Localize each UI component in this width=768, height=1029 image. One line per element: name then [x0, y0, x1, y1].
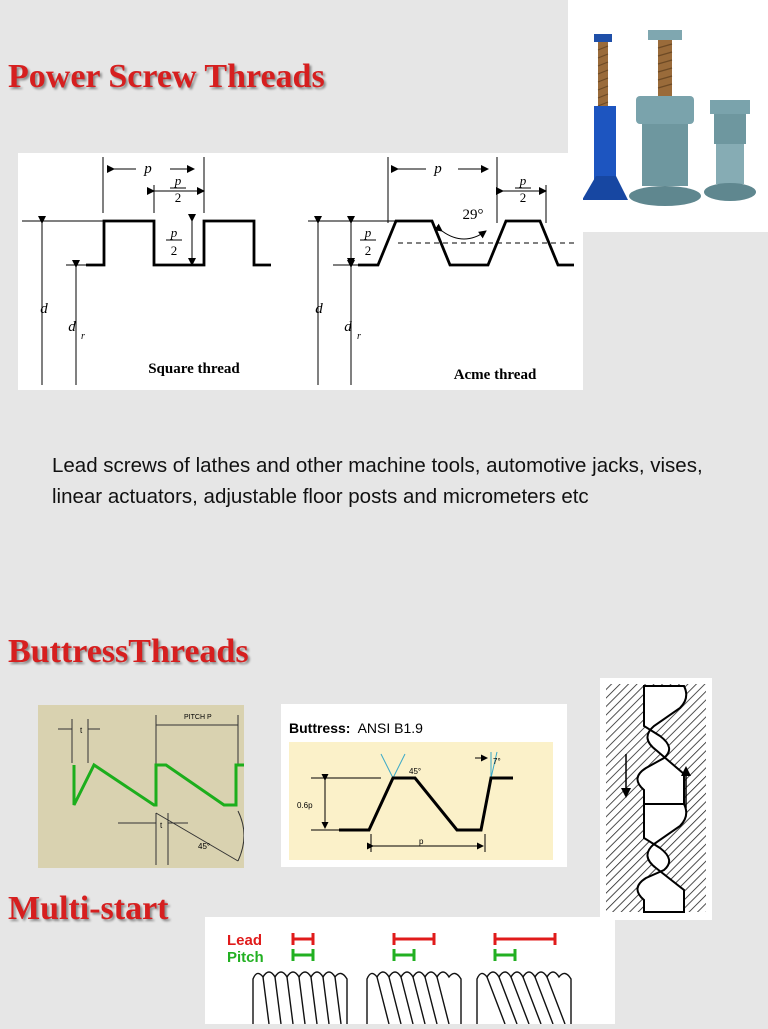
square-thread-caption: Square thread: [148, 361, 240, 377]
heading-power-screw-threads: Power Screw Threads: [8, 58, 325, 95]
square-depth-numerator: p: [170, 225, 178, 240]
multi-start-diagram: [205, 917, 615, 1024]
buttress-ansi-angle-7: 7°: [493, 757, 501, 766]
svg-text:Buttress: ANSI B1.9: [289, 720, 423, 736]
buttress-ansi-height: 0.6p: [297, 801, 313, 810]
buttress-sketch-t-top: t: [80, 726, 83, 735]
buttress-sketch-t-bottom: t: [160, 821, 163, 830]
acme-thread-caption: Acme thread: [453, 367, 537, 383]
lead-label: Lead: [227, 932, 263, 949]
applications-description: Lead screws of lathes and other machine tools, automotive jacks, vises, linear actuators, adjustable floor posts and micrometers etc: [52, 454, 703, 508]
acme-major-diameter: d: [315, 301, 323, 317]
buttress-ansi-diagram: [281, 704, 567, 867]
square-major-diameter: d: [40, 301, 48, 317]
acme-depth-denominator: 2: [364, 243, 372, 258]
acme-half-pitch-numerator: p: [519, 173, 527, 188]
acme-root-diameter: d: [344, 319, 352, 335]
acme-angle-label: 29°: [462, 207, 484, 223]
buttress-ansi-header-bold: Buttress:: [289, 720, 351, 736]
buttress-sketch-angle: 45°: [198, 842, 211, 851]
buttress-sketch: [38, 705, 244, 868]
screw-jacks-photo: [568, 0, 768, 232]
square-root-diameter: d: [68, 319, 76, 335]
square-root-subscript: r: [81, 331, 85, 342]
acme-depth-numerator: p: [364, 225, 372, 240]
acme-half-pitch-denominator: 2: [519, 190, 527, 205]
square-half-pitch-numerator: p: [174, 173, 182, 188]
square-half-pitch-denominator: 2: [174, 190, 182, 205]
buttress-ansi-angle-45: 45°: [409, 767, 422, 776]
acme-root-subscript: r: [357, 331, 361, 342]
acme-pitch-label: p: [434, 161, 442, 177]
square-pitch-label: p: [144, 161, 152, 177]
buttress-ansi-header-std: ANSI B1.9: [357, 720, 423, 736]
square-depth-denominator: 2: [170, 243, 178, 258]
heading-buttress-threads: ButtressThreads: [8, 633, 249, 670]
thread-profile-diagram: [18, 153, 583, 390]
buttress-section-sketch: [600, 678, 712, 920]
pitch-label: Pitch: [227, 949, 264, 966]
buttress-ansi-pitch: p: [419, 837, 424, 846]
heading-multi-start: Multi-start: [8, 890, 169, 927]
buttress-sketch-pitch-label: PITCH P: [184, 714, 212, 721]
